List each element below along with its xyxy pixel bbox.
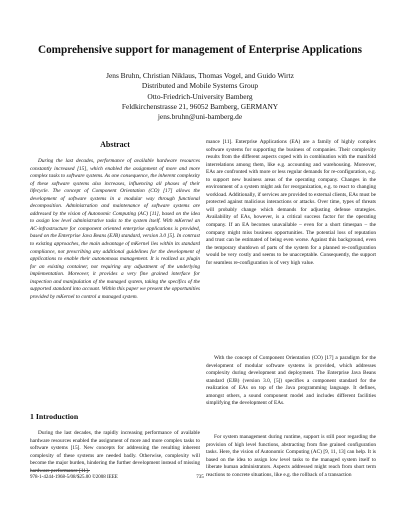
author-names: Jens Bruhn, Christian Niklaus, Thomas Vogel, and Guido Wirtz (106, 71, 294, 80)
section-heading: 1 Introduction (30, 412, 79, 421)
paper-title: Comprehensive support for management of Enterprise Applications (37, 44, 363, 56)
abstract-text: During the last decades, performance of available hardware resources constantly increased [15], which enabled the assignment of more and more complex tasks to software systems. As one consequence, the inherent complexity of these software systems also increases, influencing all phases of their lifecycle. The concept of Component Orientation (CO) [17] allows the development of software systems in a modular way through functional decomposition. Administration and maintenance of software systems are addressed by the vision of Autonomic Computing (AC) [11], based on the idea to assign low level administrative tasks to the system itself. With mKernel an AC-infrastructure for component oriented enterprise applications is provided, based on the Enterprise Java Beans (EJB) standard, version 3.0 [5]. In contrast to existing approaches, the main advantage of mKernel lies within its standard compliance, not prescribing any additional guidelines for the development of applications to enable their autonomous management. It is realized as plugin for an existing container, not requiring any adjustment of the underlying implementation. Moreover, it provides a very fine grained interface for inspection and manipulation of the managed system, taking the specifics of the supported standard into account. Within this paper we present the opportunities provided by mKernel to control a managed system. (30, 158, 200, 300)
body-paragraph: For system management during runtime, support is still poor regarding the provision of high level functions, abstracting from fine grained configuration tasks. Here, the vision of Autonomic Computing (AC) [9, 11, 13] can help. It is based on the idea to assign low level tasks to the managed system itself to liberate human administrators. Aspects addressed might reach from short term reactions to concrete situations, like e.g. the rollback of a transaction (206, 434, 376, 478)
page-number: 735 (196, 475, 204, 480)
intro-paragraph: During the last decades, the rapidly increasing performance of available hardware resources enabled the assignment of more and more complex tasks to software systems [15]. New concepts for addressing the resulting inherent complexity of these systems are needed badly. Otherwise, complexity will become the major burden, hindering the further development instead of missing hardware performance [11]. (30, 430, 200, 474)
affiliation-line: Feldkirchenstrasse 21, 96052 Bamberg, GERMANY (121, 101, 279, 111)
affiliation-line: Distributed and Mobile Systems Group (141, 81, 259, 91)
footnote-rule (30, 470, 90, 471)
author-email: jens.bruhn@uni-bamberg.de (157, 112, 243, 122)
left-column (30, 140, 200, 502)
abstract-heading: Abstract (100, 140, 130, 149)
affiliation-line: Otto-Friedrich-University Bamberg (147, 91, 253, 101)
body-paragraph: With the concept of Component Orientation (CO) [17] a paradigm for the development of modular software systems is provided, which addresses complexity during development and deployment. The Enterprise Java Beans standard (EJB) (version 3.0, [5]) specifies a component standard for the realization of EAs on top of the Java programming language. It defines, amongst others, a sound component model and includes different facilities simplifying the development of EAs. (206, 355, 376, 407)
right-column (206, 139, 376, 513)
body-paragraph: mance [11]. Enterprise Applications (EA) are a family of highly complex software systems for supporting the business of companies. Their complexity results from the different aspects coped with in combination with the manifold interrelations among them, like e.g. accounting and warehousing. Moreover, EAs are confronted with more or less regular demands for re-configuration, e.g. to support new business areas of the operating company. Changes in the environment of a system might ask for reorganization, e.g. to react to changing workload. Additionally, if services are provided to external clients, EAs must be protected against malicious interactions or attacks. Over time, types of threats will probably change which demands for adjusting defense strategies. Availability of EAs, however, is a critical success factor for the operating company. If an EA becomes unavailable – even for a short timespan – the company might miss business opportunities. The potential loss of reputation and trust can be estimated of being even worse. Against this background, even the temporary shutdown of parts of the system for a planned re-configuration would be very costly and seems to be unacceptable. Consequently, the support for seamless re-configuration is of very high value. (206, 139, 376, 266)
author-block (0, 71, 400, 122)
copyright-line: 978-1-4244-1968-5/08/$25.00 ©2008 IEEE (30, 475, 118, 480)
